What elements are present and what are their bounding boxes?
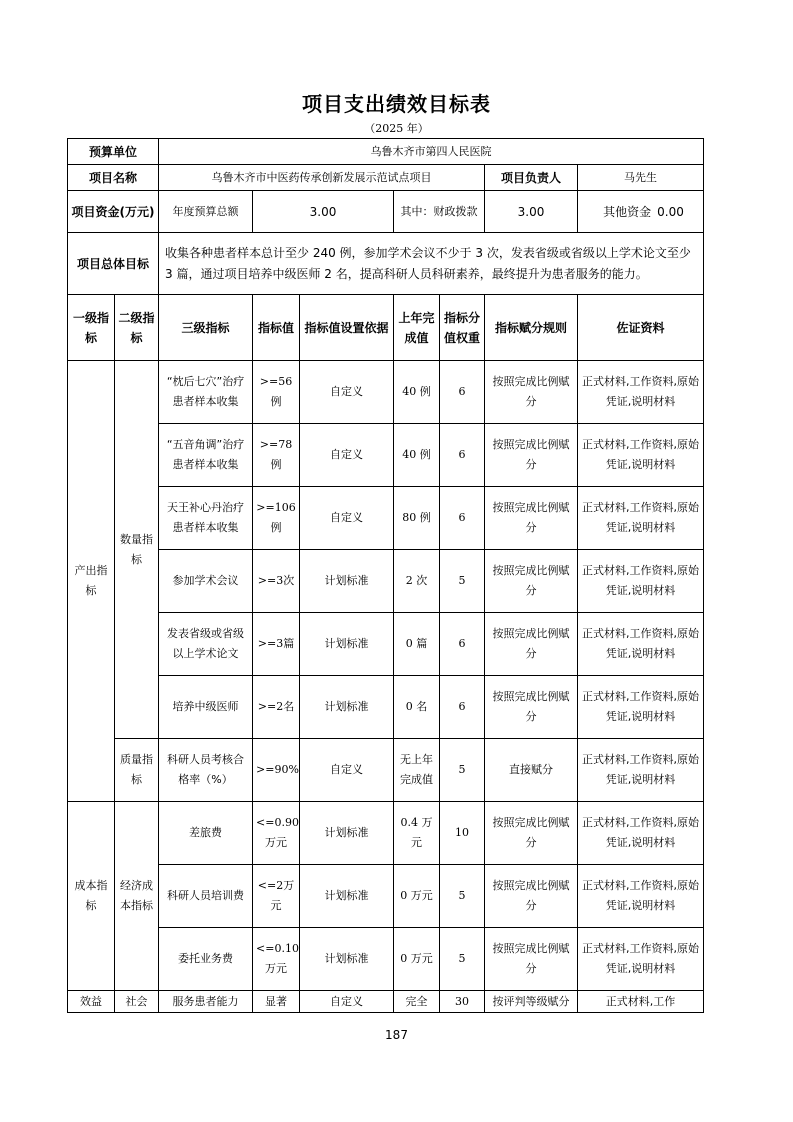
indicator-last: 80 例 (394, 487, 440, 550)
indicator-value: <=0.10万元 (253, 928, 300, 991)
indicator-last: 2 次 (394, 550, 440, 613)
funds-row (68, 191, 704, 233)
indicator-weight: 6 (440, 613, 485, 676)
indicator-weight: 6 (440, 424, 485, 487)
indicator-evidence: 正式材料,工作资料,原始凭证,说明材料 (578, 550, 704, 613)
indicator-value: >=3篇 (253, 613, 300, 676)
indicator-evidence: 正式材料,工作 (578, 991, 704, 1013)
indicator-value: >=78例 (253, 424, 300, 487)
indicator-evidence: 正式材料,工作资料,原始凭证,说明材料 (578, 613, 704, 676)
other-funds-value: 0.00 (657, 204, 684, 219)
col-value: 指标值 (253, 295, 300, 361)
indicator-evidence: 正式材料,工作资料,原始凭证,说明材料 (578, 865, 704, 928)
table-row (68, 739, 704, 802)
indicator-weight: 30 (440, 991, 485, 1013)
indicator-basis: 计划标准 (300, 928, 394, 991)
indicator-last: 无上年完成值 (394, 739, 440, 802)
col-rule: 指标赋分规则 (485, 295, 578, 361)
indicator-rule: 按照完成比例赋分 (485, 928, 578, 991)
table-row (68, 865, 704, 928)
indicator-evidence: 正式材料,工作资料,原始凭证,说明材料 (578, 676, 704, 739)
col-weight: 指标分值权重 (440, 295, 485, 361)
indicator-weight: 5 (440, 865, 485, 928)
group-social: 社会 (115, 991, 159, 1013)
indicator-rule: 按照完成比例赋分 (485, 613, 578, 676)
table-row (68, 991, 704, 1013)
indicator-last: 40 例 (394, 424, 440, 487)
indicator-name: “枕后七穴”治疗患者样本收集 (159, 361, 253, 424)
indicator-value: >=3次 (253, 550, 300, 613)
performance-table (67, 138, 704, 1013)
indicator-last: 0 篇 (394, 613, 440, 676)
table-row (68, 550, 704, 613)
indicator-value: 显著 (253, 991, 300, 1013)
group-economic: 经济成本指标 (115, 802, 159, 991)
col-level3: 三级指标 (159, 295, 253, 361)
indicator-basis: 自定义 (300, 739, 394, 802)
indicator-basis: 自定义 (300, 424, 394, 487)
indicator-value: <=0.90万元 (253, 802, 300, 865)
indicator-value: <=2万元 (253, 865, 300, 928)
indicator-basis: 计划标准 (300, 865, 394, 928)
indicator-last: 0 万元 (394, 928, 440, 991)
project-lead-value: 马先生 (578, 165, 704, 191)
page-title: 项目支出绩效目标表 (302, 92, 491, 116)
indicator-rule: 按照完成比例赋分 (485, 361, 578, 424)
table-row (68, 802, 704, 865)
annual-budget-label: 年度预算总额 (159, 191, 253, 233)
indicator-weight: 6 (440, 361, 485, 424)
group-output: 产出指标 (68, 361, 115, 802)
indicator-evidence: 正式材料,工作资料,原始凭证,说明材料 (578, 739, 704, 802)
indicator-name: “五音角调”治疗患者样本收集 (159, 424, 253, 487)
col-level2: 二级指标 (115, 295, 159, 361)
indicator-name: 天王补心丹治疗患者样本收集 (159, 487, 253, 550)
table-row (68, 676, 704, 739)
indicator-rule: 按照完成比例赋分 (485, 424, 578, 487)
indicator-name: 科研人员考核合格率（%） (159, 739, 253, 802)
indicator-rule: 按照完成比例赋分 (485, 802, 578, 865)
indicator-last: 0.4 万元 (394, 802, 440, 865)
project-name-label: 项目名称 (68, 165, 159, 191)
group-quantity: 数量指标 (115, 361, 159, 739)
indicator-rule: 按照完成比例赋分 (485, 865, 578, 928)
budget-unit-label: 预算单位 (68, 139, 159, 165)
goal-label: 项目总体目标 (68, 233, 159, 295)
col-evidence: 佐证资料 (578, 295, 704, 361)
indicator-basis: 计划标准 (300, 613, 394, 676)
indicator-last: 完全 (394, 991, 440, 1013)
indicator-weight: 10 (440, 802, 485, 865)
indicator-name: 服务患者能力 (159, 991, 253, 1013)
goal-value: 收集各种患者样本总计至少 240 例，参加学术会议不少于 3 次，发表省级或省级以上学术论文至少 3 篇，通过项目培养中级医师 2 名，提高科研人员科研素养，最终提升为患者服务的能力。 (159, 233, 704, 295)
indicator-weight: 6 (440, 676, 485, 739)
budget-unit-value: 乌鲁木齐市第四人民医院 (159, 139, 704, 165)
table-row (68, 613, 704, 676)
indicator-evidence: 正式材料,工作资料,原始凭证,说明材料 (578, 802, 704, 865)
indicator-value: >=106例 (253, 487, 300, 550)
indicator-basis: 自定义 (300, 361, 394, 424)
indicator-last: 0 名 (394, 676, 440, 739)
indicator-basis: 计划标准 (300, 802, 394, 865)
project-lead-label: 项目负责人 (485, 165, 578, 191)
indicator-name: 差旅费 (159, 802, 253, 865)
indicator-value: >=90% (253, 739, 300, 802)
table-row (68, 424, 704, 487)
column-header-row (68, 295, 704, 361)
indicator-weight: 5 (440, 739, 485, 802)
goal-row (68, 233, 704, 295)
indicator-rule: 按照完成比例赋分 (485, 676, 578, 739)
indicator-name: 科研人员培训费 (159, 865, 253, 928)
fiscal-value: 3.00 (485, 191, 578, 233)
indicator-rule: 按照完成比例赋分 (485, 550, 578, 613)
budget-unit-row (68, 139, 704, 165)
annual-budget-value: 3.00 (253, 191, 394, 233)
indicator-basis: 自定义 (300, 487, 394, 550)
indicator-weight: 5 (440, 550, 485, 613)
project-name-value: 乌鲁木齐市中医药传承创新发展示范试点项目 (159, 165, 485, 191)
indicator-weight: 5 (440, 928, 485, 991)
year-subtitle: （2025 年） (364, 122, 429, 135)
other-funds-label (578, 191, 704, 233)
indicator-last: 40 例 (394, 361, 440, 424)
indicator-basis: 计划标准 (300, 676, 394, 739)
fiscal-label: 其中：财政拨款 (394, 191, 485, 233)
indicator-evidence: 正式材料,工作资料,原始凭证,说明材料 (578, 487, 704, 550)
funds-label: 项目资金(万元) (68, 191, 159, 233)
indicator-name: 发表省级或省级以上学术论文 (159, 613, 253, 676)
indicator-last: 0 万元 (394, 865, 440, 928)
indicator-weight: 6 (440, 487, 485, 550)
indicator-evidence: 正式材料,工作资料,原始凭证,说明材料 (578, 424, 704, 487)
col-last-year: 上年完成值 (394, 295, 440, 361)
group-benefit: 效益 (68, 991, 115, 1013)
table-row (68, 361, 704, 424)
indicator-name: 参加学术会议 (159, 550, 253, 613)
page-number: 187 (385, 1028, 408, 1042)
indicator-evidence: 正式材料,工作资料,原始凭证,说明材料 (578, 928, 704, 991)
indicator-name: 委托业务费 (159, 928, 253, 991)
table-row (68, 487, 704, 550)
indicator-rule: 按照完成比例赋分 (485, 487, 578, 550)
indicator-basis: 自定义 (300, 991, 394, 1013)
table-row (68, 928, 704, 991)
indicator-value: >=56例 (253, 361, 300, 424)
indicator-name: 培养中级医师 (159, 676, 253, 739)
group-cost: 成本指标 (68, 802, 115, 991)
other-label: 其他资金 (603, 204, 652, 219)
indicator-rule: 按评判等级赋分 (485, 991, 578, 1013)
project-name-row (68, 165, 704, 191)
indicator-basis: 计划标准 (300, 550, 394, 613)
indicator-evidence: 正式材料,工作资料,原始凭证,说明材料 (578, 361, 704, 424)
col-basis: 指标值设置依据 (300, 295, 394, 361)
indicator-value: >=2名 (253, 676, 300, 739)
group-quality: 质量指标 (115, 739, 159, 802)
indicator-rule: 直接赋分 (485, 739, 578, 802)
col-level1: 一级指标 (68, 295, 115, 361)
